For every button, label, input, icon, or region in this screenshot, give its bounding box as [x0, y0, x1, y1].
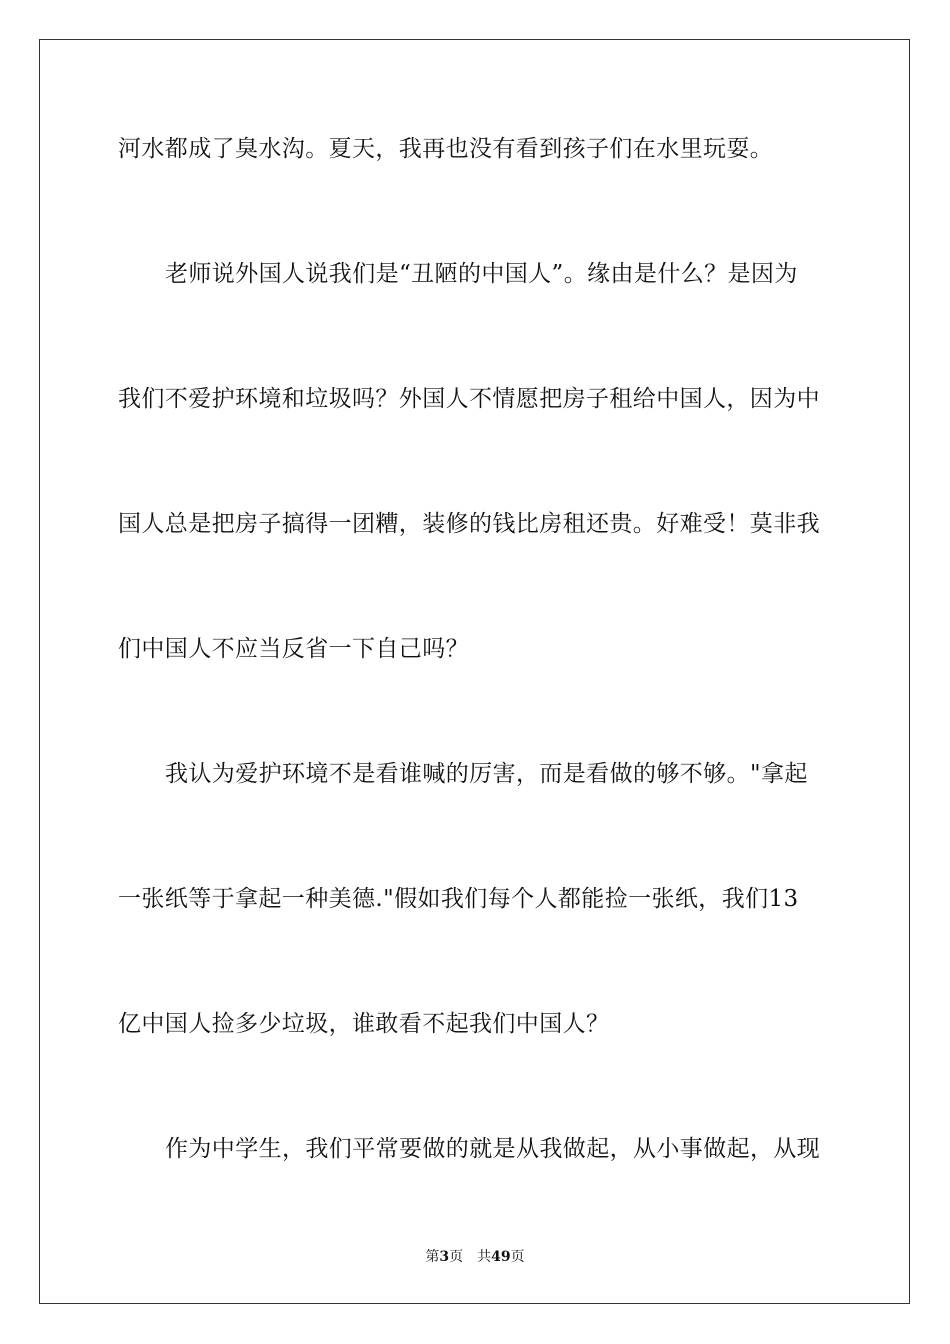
text-line-6: 我认为爱护环境不是看谁喊的厉害，而是看做的够不够。"拿起 [165, 761, 808, 787]
page-border [39, 39, 910, 1304]
page-footer [0, 1248, 950, 1266]
total-suffix: 页 [510, 1249, 525, 1265]
total-prefix: 共 [477, 1249, 492, 1265]
text-line-5: 们中国人不应当反省一下自己吗？ [118, 636, 469, 662]
page-prefix: 第 [425, 1249, 440, 1265]
text-line-8: 亿中国人捡多少垃圾，谁敢看不起我们中国人？ [118, 1011, 610, 1037]
text-line-9: 作为中学生，我们平常要做的就是从我做起，从小事做起，从现 [165, 1136, 821, 1162]
page-suffix: 页 [449, 1249, 464, 1265]
text-line-1: 河水都成了臭水沟。夏天，我再也没有看到孩子们在水里玩耍。 [118, 136, 774, 162]
text-line-7: 一张纸等于拿起一种美德."假如我们每个人都能捡一张纸，我们13 [118, 886, 799, 912]
current-page-number: 3 [439, 1249, 450, 1265]
text-line-3: 我们不爱护环境和垃圾吗？外国人不情愿把房子租给中国人，因为中 [118, 386, 820, 412]
text-line-4: 国人总是把房子搞得一团糟，装修的钱比房租还贵。好难受！莫非我 [118, 511, 820, 537]
total-page-count: 49 [491, 1249, 511, 1265]
text-line-2: 老师说外国人说我们是“丑陋的中国人”。缘由是什么？是因为 [165, 261, 798, 287]
